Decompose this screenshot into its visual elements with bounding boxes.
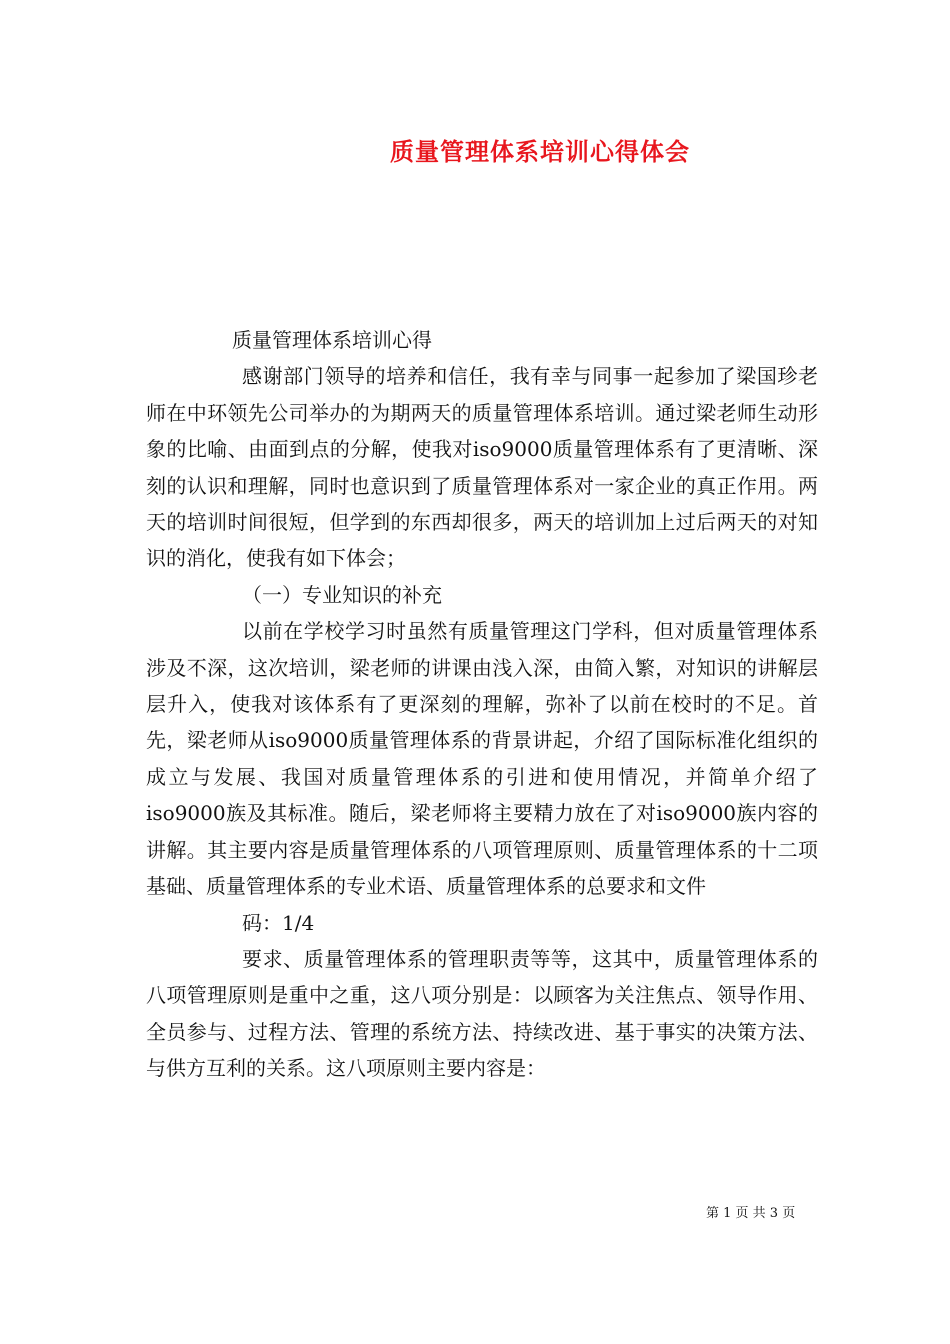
document-body	[146, 322, 818, 1087]
paragraph-intro: 感谢部门领导的培养和信任，我有幸与同事一起参加了梁国珍老师在中环领先公司举办的为期两天的质量管理体系培训。通过梁老师生动形象的比喻、由面到点的分解，使我对iso9000质量管理体系有了更清晰、深刻的认识和理解，同时也意识到了质量管理体系对一家企业的真正作用。两天的培训时间很短，但学到的东西却很多，两天的培训加上过后两天的对知识的消化，使我有如下体会；	[146, 364, 818, 571]
paragraph-principles: 要求、质量管理体系的管理职责等等，这其中，质量管理体系的八项管理原则是重中之重，这八项分别是：以顾客为关注焦点、领导作用、全员参与、过程方法、管理的系统方法、持续改进、基于事实的决策方法、与供方互利的关系。这八项原则主要内容是：	[146, 946, 818, 1081]
section-heading-1: （一）专业知识的补充	[242, 582, 442, 607]
document-subtitle: 质量管理体系培训心得	[232, 328, 432, 352]
code-line: 码：1/4	[242, 910, 315, 935]
document-title: 质量管理体系培训心得体会	[390, 137, 690, 166]
paragraph-knowledge: 以前在学校学习时虽然有质量管理这门学科，但对质量管理体系涉及不深，这次培训，梁老师的讲课由浅入深，由简入繁，对知识的讲解层层升入，使我对该体系有了更深刻的理解，弥补了以前在校时的不足。首先，梁老师从iso9000质量管理体系的背景讲起，介绍了国际标准化组织的成立与发展、我国对质量管理体系的引进和使用情况，并简单介绍了iso9000族及其标准。随后，梁老师将主要精力放在了对iso9000族内容的讲解。其主要内容是质量管理体系的八项管理原则、质量管理体系的十二项基础、质量管理体系的专业术语、质量管理体系的总要求和文件	[146, 619, 818, 899]
page-indicator: 第 1 页 共 3 页	[706, 1206, 796, 1221]
